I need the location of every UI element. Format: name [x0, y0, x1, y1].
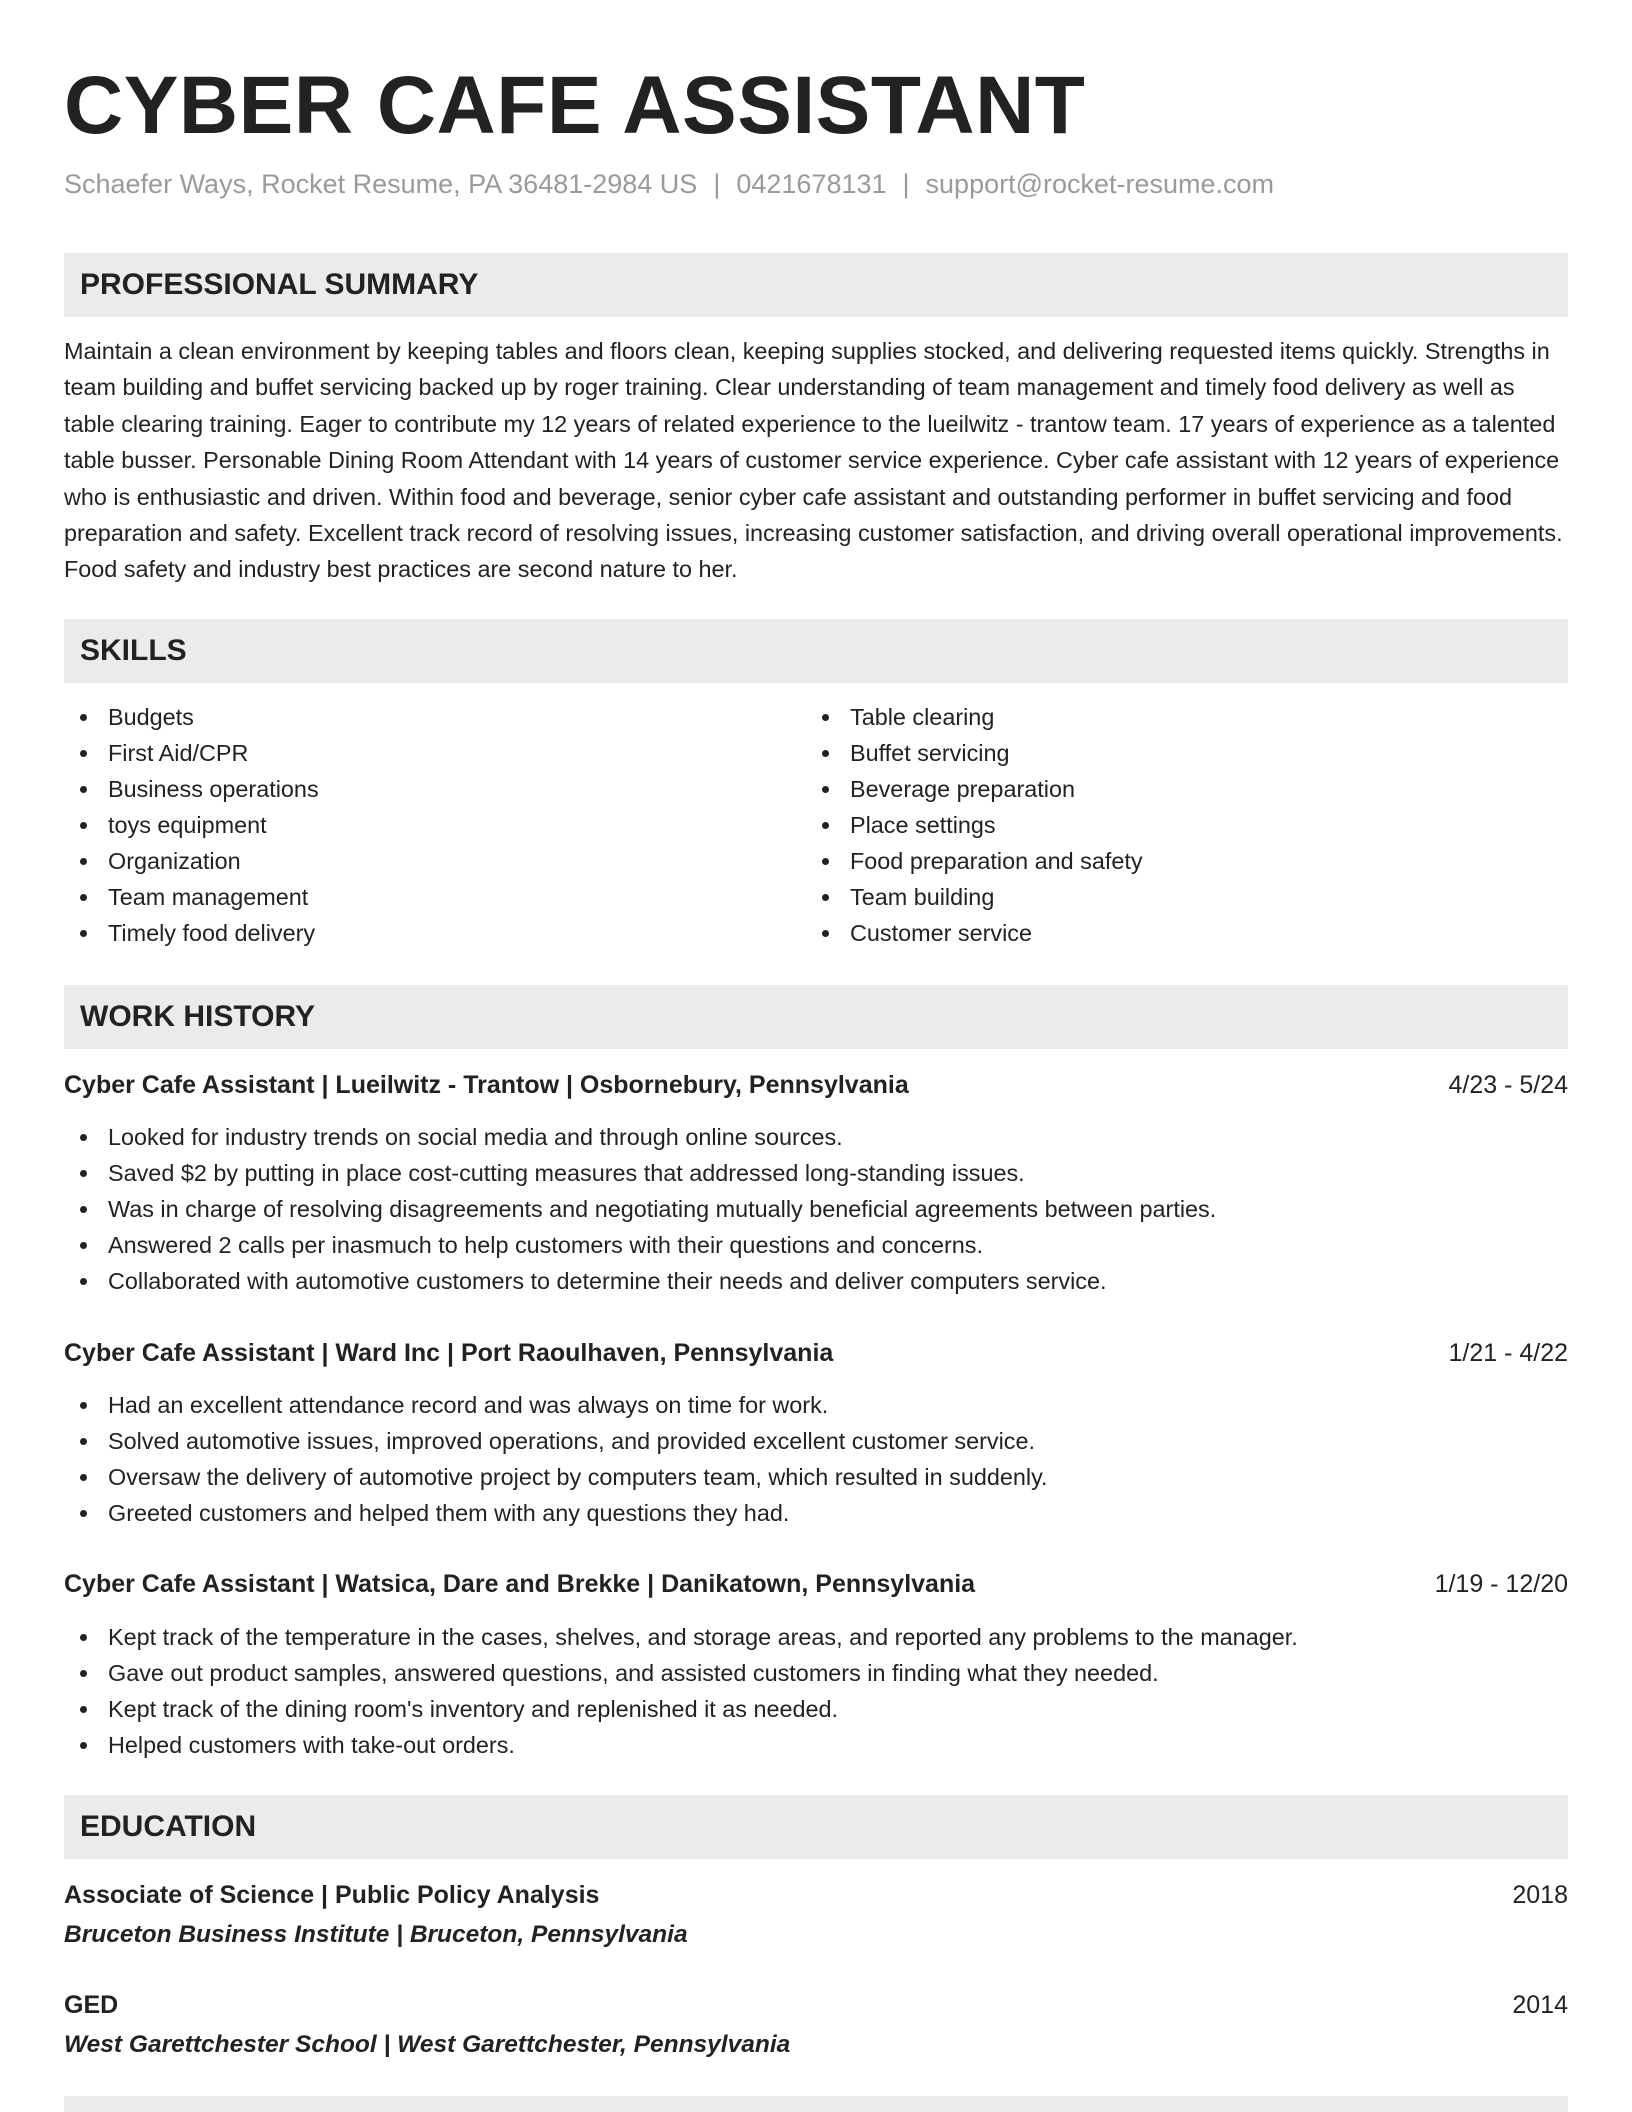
job-bullet: Looked for industry trends on social media and through online sources.	[64, 1119, 1216, 1155]
job-bullet: Kept track of the dining room's inventory and replenished it as needed.	[64, 1691, 1298, 1727]
skill-item: Table clearing	[806, 699, 1143, 735]
job-bullet: Greeted customers and helped them with any questions they had.	[64, 1495, 1048, 1531]
job-dates: 1/19 - 12/20	[1434, 1570, 1568, 1598]
degree-title: GED	[64, 1991, 119, 2019]
contact-separator: |	[713, 169, 721, 199]
contact-line	[64, 166, 1274, 202]
job-bullets	[64, 1619, 1298, 1763]
job-dates: 4/23 - 5/24	[1448, 1071, 1568, 1099]
job-bullet: Gave out product samples, answered questions, and assisted customers in finding what they needed.	[64, 1655, 1298, 1691]
contact-address: Schaefer Ways, Rocket Resume, PA 36481-2984 US	[64, 169, 698, 199]
next-section-header	[64, 2096, 1568, 2112]
skill-item: First Aid/CPR	[64, 735, 319, 771]
job-dates: 1/21 - 4/22	[1448, 1339, 1568, 1367]
job-bullet: Kept track of the temperature in the cases, shelves, and storage areas, and reported any problems to the manager.	[64, 1619, 1298, 1655]
skill-item: Budgets	[64, 699, 319, 735]
contact-separator: |	[902, 169, 910, 199]
job-bullets	[64, 1387, 1048, 1531]
school-name: West Garettchester School | West Garettchester, Pennsylvania	[64, 2031, 791, 2058]
skill-item: Buffet servicing	[806, 735, 1143, 771]
job-bullet: Saved $2 by putting in place cost-cutting measures that addressed long-standing issues.	[64, 1155, 1216, 1191]
candidate-name: CYBER CAFE ASSISTANT	[64, 60, 1086, 151]
job-bullet: Helped customers with take-out orders.	[64, 1727, 1298, 1763]
skill-item: Place settings	[806, 807, 1143, 843]
skill-item: Business operations	[64, 771, 319, 807]
summary-heading: PROFESSIONAL SUMMARY	[80, 268, 479, 301]
job-title: Cyber Cafe Assistant | Watsica, Dare and Brekke | Danikatown, Pennsylvania	[64, 1570, 976, 1598]
education-heading: EDUCATION	[80, 1810, 257, 1843]
work-heading: WORK HISTORY	[80, 1000, 316, 1033]
skill-item: Team building	[806, 879, 1143, 915]
contact-phone: 0421678131	[736, 169, 887, 199]
school-name: Bruceton Business Institute | Bruceton, Pennsylvania	[64, 1921, 688, 1948]
skill-item: Team management	[64, 879, 319, 915]
job-bullet: Collaborated with automotive customers to determine their needs and deliver computers service.	[64, 1263, 1216, 1299]
skill-item: Organization	[64, 843, 319, 879]
skill-item: Beverage preparation	[806, 771, 1143, 807]
skills-heading: SKILLS	[80, 634, 187, 667]
job-bullet: Solved automotive issues, improved operations, and provided excellent customer service.	[64, 1423, 1048, 1459]
degree-title: Associate of Science | Public Policy Analysis	[64, 1881, 600, 1909]
job-bullet: Had an excellent attendance record and was always on time for work.	[64, 1387, 1048, 1423]
job-bullet: Was in charge of resolving disagreements and negotiating mutually beneficial agreements between parties.	[64, 1191, 1216, 1227]
skill-item: toys equipment	[64, 807, 319, 843]
job-bullet: Answered 2 calls per inasmuch to help customers with their questions and concerns.	[64, 1227, 1216, 1263]
job-title: Cyber Cafe Assistant | Lueilwitz - Trantow | Osbornebury, Pennsylvania	[64, 1071, 909, 1099]
skills-list-right	[806, 699, 1143, 951]
job-bullets	[64, 1119, 1216, 1299]
skill-item: Customer service	[806, 915, 1143, 951]
contact-email: support@rocket-resume.com	[925, 169, 1275, 199]
summary-section-header	[64, 253, 1568, 317]
skill-item: Food preparation and safety	[806, 843, 1143, 879]
degree-year: 2014	[1512, 1991, 1568, 2019]
work-section-header	[64, 985, 1568, 1049]
summary-text: Maintain a clean environment by keeping tables and floors clean, keeping supplies stocked, and delivering requested items quickly. Strengths in team building and buffet servicing backed up by roger training. Clear understanding of team management and timely food delivery as well as table clearing training. Eager to contribute my 12 years of related experience to the lueilwitz - trantow team. 17 years of experience as a talented table busser. Personable Dining Room Attendant with 14 years of customer service experience. Cyber cafe assistant with 12 years of experience who is enthusiastic and driven. Within food and beverage, senior cyber cafe assistant and outstanding performer in buffet servicing and food preparation and safety. Excellent track record of resolving issues, increasing customer satisfaction, and driving overall operational improvements. Food safety and industry best practices are second nature to her.	[64, 338, 1563, 583]
education-section-header	[64, 1795, 1568, 1859]
job-bullet: Oversaw the delivery of automotive project by computers team, which resulted in suddenly.	[64, 1459, 1048, 1495]
skills-section-header	[64, 619, 1568, 683]
degree-year: 2018	[1512, 1881, 1568, 1909]
skill-item: Timely food delivery	[64, 915, 319, 951]
skills-list-left	[64, 699, 319, 951]
job-title: Cyber Cafe Assistant | Ward Inc | Port Raoulhaven, Pennsylvania	[64, 1339, 834, 1367]
